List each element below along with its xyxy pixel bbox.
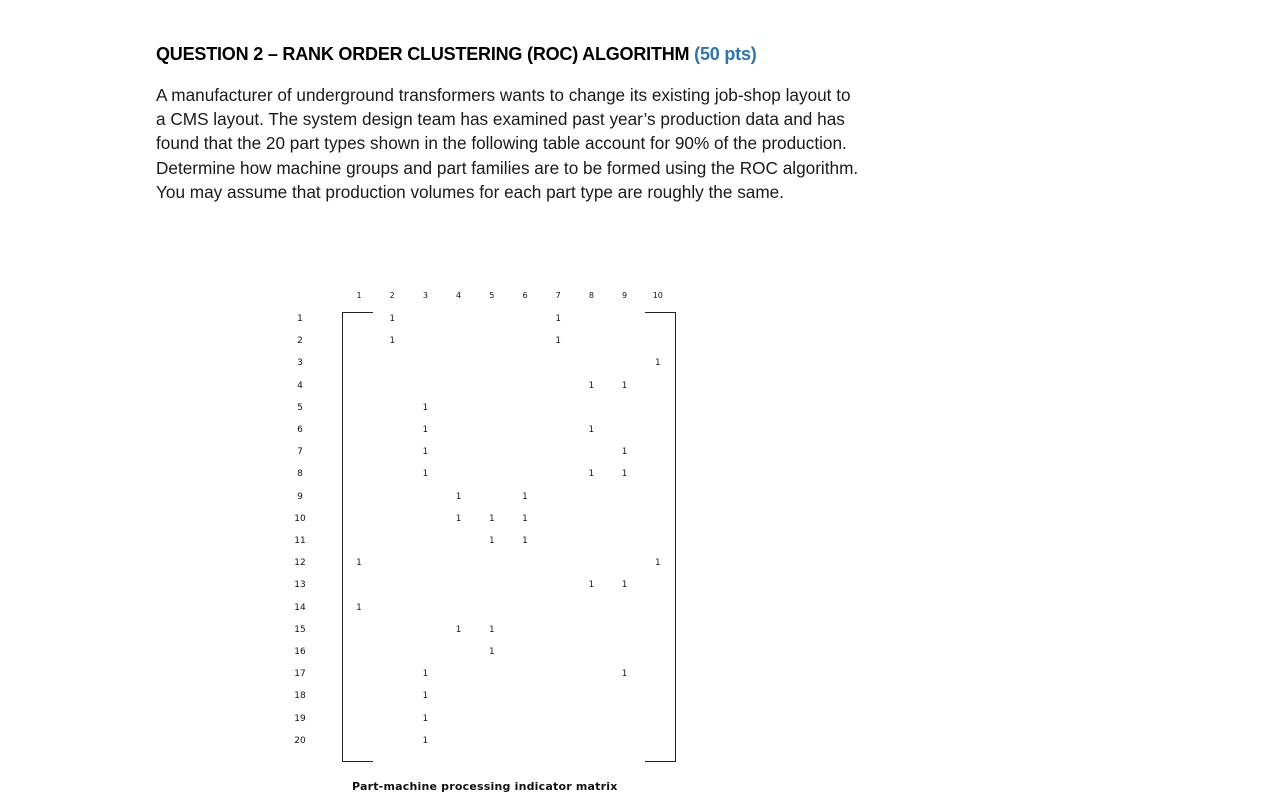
matrix-cell: 1 <box>588 580 595 591</box>
matrix-cell: 1 <box>655 358 661 369</box>
question-line: A manufacturer of underground transformers wants to change its existing job-shop layout to <box>156 85 851 105</box>
matrix-cell: 1 <box>356 558 362 569</box>
matrix-cell: 1 <box>621 580 628 591</box>
row-header: 15 <box>294 624 306 635</box>
matrix-right-bracket <box>645 312 676 762</box>
matrix-cell: 1 <box>621 380 628 391</box>
column-header: 3 <box>422 291 428 300</box>
matrix-cell: 1 <box>555 336 561 347</box>
row-header: 11 <box>294 536 306 546</box>
column-header: 10 <box>652 291 663 300</box>
column-header: 5 <box>489 291 495 300</box>
matrix-cell: 1 <box>422 669 429 680</box>
row-header: 7 <box>297 447 303 458</box>
column-header: 2 <box>389 291 395 300</box>
matrix-cell: 1 <box>422 402 429 413</box>
matrix-cell: 1 <box>422 691 429 702</box>
matrix-cell: 1 <box>422 469 429 480</box>
row-header: 14 <box>294 602 306 613</box>
column-header: 7 <box>555 291 561 300</box>
matrix-cell: 1 <box>489 624 495 635</box>
question-line: Determine how machine groups and part families are to be formed using the ROC algorithm. <box>156 157 859 178</box>
row-header: 4 <box>297 380 303 391</box>
matrix-cell: 1 <box>389 314 395 324</box>
row-header: 19 <box>294 713 306 724</box>
matrix-cell: 1 <box>588 425 595 435</box>
matrix-cell: 1 <box>455 491 462 502</box>
column-header: 4 <box>456 291 462 300</box>
question-points: (50 pts) <box>694 44 757 64</box>
matrix-cell: 1 <box>522 513 528 524</box>
matrix-cell: 1 <box>621 669 628 680</box>
matrix-cell: 1 <box>621 447 628 458</box>
row-header: 18 <box>294 691 306 702</box>
matrix-cell: 1 <box>621 469 628 480</box>
row-header: 9 <box>297 491 303 502</box>
matrix-cell: 1 <box>422 425 429 435</box>
column-header: 9 <box>622 291 628 300</box>
matrix-cell: 1 <box>422 713 429 724</box>
matrix-cell: 1 <box>588 469 595 480</box>
question-line: You may assume that production volumes for each part type are roughly the same. <box>156 181 785 202</box>
matrix-cell: 1 <box>455 624 462 635</box>
question-line: a CMS layout. The system design team has examined past year’s production data and has <box>156 109 845 130</box>
row-header: 16 <box>294 647 306 657</box>
row-header: 17 <box>294 669 306 680</box>
row-header: 3 <box>297 358 303 369</box>
row-header: 5 <box>297 402 303 413</box>
matrix-cell: 1 <box>422 447 429 458</box>
matrix-cell: 1 <box>489 536 495 546</box>
matrix-cell: 1 <box>522 536 528 546</box>
matrix-cell: 1 <box>555 314 561 324</box>
row-header: 1 <box>297 314 303 324</box>
matrix-cell: 1 <box>588 380 595 391</box>
matrix-cell: 1 <box>489 513 495 524</box>
column-header: 8 <box>588 291 594 300</box>
row-header: 12 <box>294 558 306 569</box>
matrix-cell: 1 <box>655 558 661 569</box>
row-header: 10 <box>294 513 306 524</box>
matrix-cell: 1 <box>522 491 528 502</box>
matrix-cell: 1 <box>489 647 495 657</box>
question-line: found that the 20 part types shown in the following table account for 90% of the production. <box>156 133 847 154</box>
row-header: 8 <box>297 469 303 480</box>
column-header: 6 <box>522 291 528 300</box>
matrix-cell: 1 <box>356 602 362 613</box>
row-header: 2 <box>297 336 303 347</box>
matrix-cell: 1 <box>455 513 462 524</box>
matrix-left-bracket <box>342 312 373 762</box>
matrix-cell: 1 <box>389 336 395 347</box>
row-header: 13 <box>294 580 306 591</box>
row-header: 20 <box>294 735 306 746</box>
column-header: 1 <box>356 291 362 300</box>
row-header: 6 <box>297 425 303 435</box>
matrix-caption: Part-machine processing indicator matrix <box>352 780 618 793</box>
matrix-cell: 1 <box>422 735 429 746</box>
question-title: QUESTION 2 – RANK ORDER CLUSTERING (ROC) ALGORITHM <box>156 44 690 64</box>
